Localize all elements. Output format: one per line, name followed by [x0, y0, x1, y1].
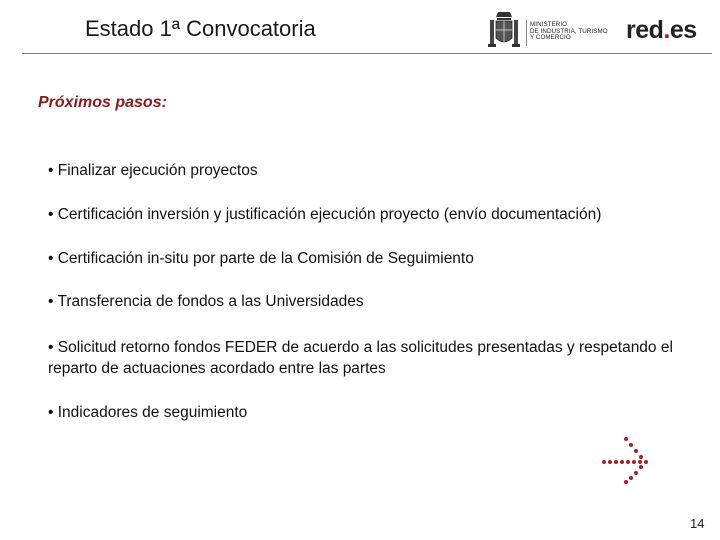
page-number: 14	[690, 516, 705, 531]
ministry-line: Y COMERCIO	[530, 34, 571, 42]
list-item: • Certificación inversión y justificación ejecución proyecto (envío documentación)	[48, 206, 602, 223]
section-subtitle: Próximos pasos:	[38, 94, 167, 111]
ministry-line: MINISTERIO	[530, 21, 568, 28]
slide-title: Estado 1ª Convocatoria	[85, 16, 316, 41]
brand-suffix: es	[669, 16, 697, 44]
dotted-arrow-icon	[600, 436, 652, 484]
list-item: • Transferencia de fondos a las Universidades	[48, 293, 364, 310]
list-item: • Solicitud retorno fondos FEDER de acuerdo a las solicitudes presentadas y respetando el reparto de actuaciones acordado entre las partes	[48, 339, 673, 377]
list-item: • Certificación in-situ por parte de la Comisión de Seguimiento	[48, 250, 474, 267]
list-item: • Indicadores de seguimiento	[48, 404, 248, 421]
list-item: • Finalizar ejecución proyectos	[48, 162, 258, 179]
ministry-line: DE INDUSTRIA, TURISMO	[530, 27, 608, 35]
brand-text: red	[626, 16, 664, 44]
brand-dot: .	[663, 16, 670, 44]
